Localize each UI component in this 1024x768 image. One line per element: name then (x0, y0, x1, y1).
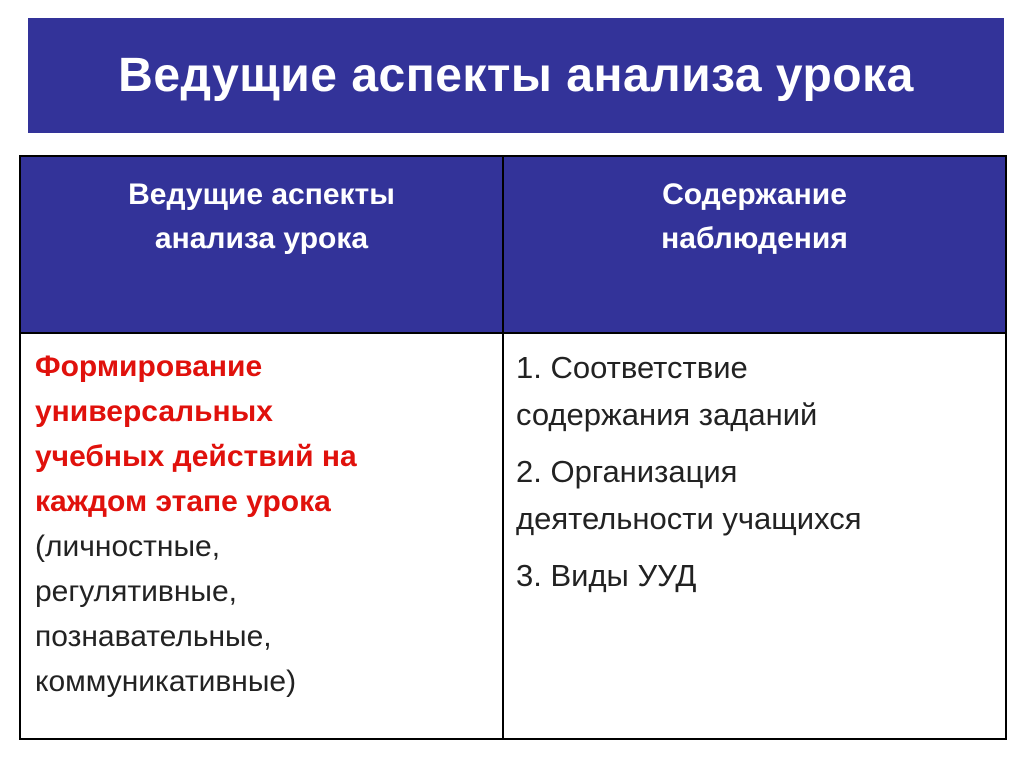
slide-title: Ведущие аспекты анализа урока (118, 49, 914, 102)
header-observation-line-2: наблюдения (661, 222, 848, 255)
header-aspects-line-1: Ведущие аспекты (128, 178, 395, 211)
aspect-cell (20, 333, 503, 739)
aspect-emphasis-line: Формирование (35, 350, 263, 383)
header-cell-observation (503, 156, 1006, 333)
observation-point-line: содержания заданий (516, 397, 818, 432)
title-banner (28, 18, 1004, 133)
aspect-detail-line: регулятивные, (35, 575, 237, 608)
header-aspects-line-2: анализа урока (154, 222, 369, 255)
observation-point-line: 2. Организация (516, 454, 738, 489)
header-observation-line-1: Содержание (662, 178, 847, 211)
observation-point-line: 3. Виды УУД (516, 558, 697, 593)
observation-point-3 (516, 552, 997, 599)
table-header-row (20, 156, 1006, 333)
aspects-table (19, 155, 1007, 740)
aspect-emphasis-line: каждом этапе урока (35, 485, 331, 518)
observation-point-line: деятельности учащихся (516, 501, 862, 536)
aspect-emphasis-line: учебных действий на (35, 440, 357, 473)
table-row (20, 333, 1006, 739)
observation-point-2 (516, 448, 997, 542)
aspect-detail-line: познавательные, (35, 620, 272, 653)
aspect-detail-line: (личностные, (35, 530, 221, 563)
header-cell-aspects (20, 156, 503, 333)
observation-point-1 (516, 344, 997, 438)
aspect-detail-line: коммуникативные) (35, 665, 297, 698)
aspect-emphasis-line: универсальных (35, 395, 273, 428)
observation-point-line: 1. Соответствие (516, 350, 748, 385)
observation-cell (503, 333, 1006, 739)
